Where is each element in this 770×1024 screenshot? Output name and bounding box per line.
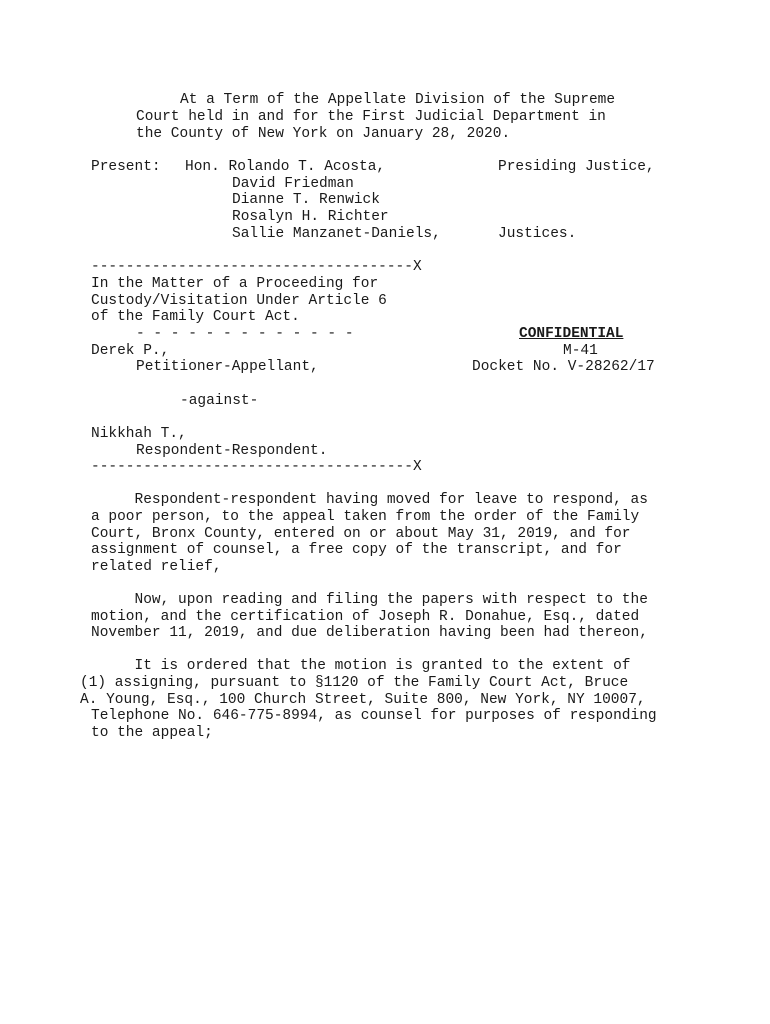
term-header-line-2: Court held in and for the First Judicial Department in xyxy=(136,109,606,125)
presiding-justice-role: Presiding Justice, xyxy=(498,159,655,175)
justice-name: Rosalyn H. Richter xyxy=(232,209,389,225)
paragraph-2-line: November 11, 2019, and due deliberation having been had thereon, xyxy=(91,625,648,641)
motion-number: M-41 xyxy=(563,343,598,359)
caption-rule-bottom: -------------------------------------X xyxy=(91,459,422,475)
term-header-line-1: At a Term of the Appellate Division of the Supreme xyxy=(180,92,616,108)
paragraph-3-line: It is ordered that the motion is granted to the extent of xyxy=(91,658,631,674)
petitioner-role: Petitioner-Appellant, xyxy=(136,359,319,375)
justice-name: David Friedman xyxy=(232,176,354,192)
paragraph-1-line: Respondent-respondent having moved for leave to respond, as xyxy=(91,492,648,508)
present-label: Present: xyxy=(91,159,161,175)
paragraph-3-line: (1) assigning, pursuant to §1120 of the Family Court Act, Bruce xyxy=(80,675,629,691)
paragraph-1-line: a poor person, to the appeal taken from the order of the Family xyxy=(91,509,640,525)
respondent-name: Nikkhah T., xyxy=(91,426,187,442)
justices-role: Justices. xyxy=(498,226,577,242)
paragraph-2-line: Now, upon reading and filing the papers with respect to the xyxy=(91,592,648,608)
paragraph-1-line: related relief, xyxy=(91,559,222,575)
respondent-role: Respondent-Respondent. xyxy=(136,443,328,459)
paragraph-1-line: assignment of counsel, a free copy of the transcript, and for xyxy=(91,542,622,558)
matter-line-1: In the Matter of a Proceeding for xyxy=(91,276,379,292)
petitioner-name: Derek P., xyxy=(91,343,170,359)
caption-separator: - - - - - - - - - - - - - xyxy=(136,326,354,342)
term-header-line-3: the County of New York on January 28, 2020. xyxy=(136,126,511,142)
confidential-label: CONFIDENTIAL xyxy=(519,326,624,342)
paragraph-1-line: Court, Bronx County, entered on or about May 31, 2019, and for xyxy=(91,526,631,542)
caption-rule-top: -------------------------------------X xyxy=(91,259,422,275)
justice-name: Hon. Rolando T. Acosta, xyxy=(185,159,386,175)
justice-name: Dianne T. Renwick xyxy=(232,192,380,208)
docket-number: Docket No. V-28262/17 xyxy=(472,359,655,375)
justice-name: Sallie Manzanet-Daniels, xyxy=(232,226,441,242)
paragraph-3-line: A. Young, Esq., 100 Church Street, Suite 800, New York, NY 10007, xyxy=(80,692,646,708)
paragraph-3-line: to the appeal; xyxy=(91,725,213,741)
matter-line-3: of the Family Court Act. xyxy=(91,309,300,325)
paragraph-2-line: motion, and the certification of Joseph R. Donahue, Esq., dated xyxy=(91,609,640,625)
matter-line-2: Custody/Visitation Under Article 6 xyxy=(91,293,387,309)
against-label: -against- xyxy=(180,393,259,409)
paragraph-3-line: Telephone No. 646-775-8994, as counsel for purposes of responding xyxy=(91,708,657,724)
